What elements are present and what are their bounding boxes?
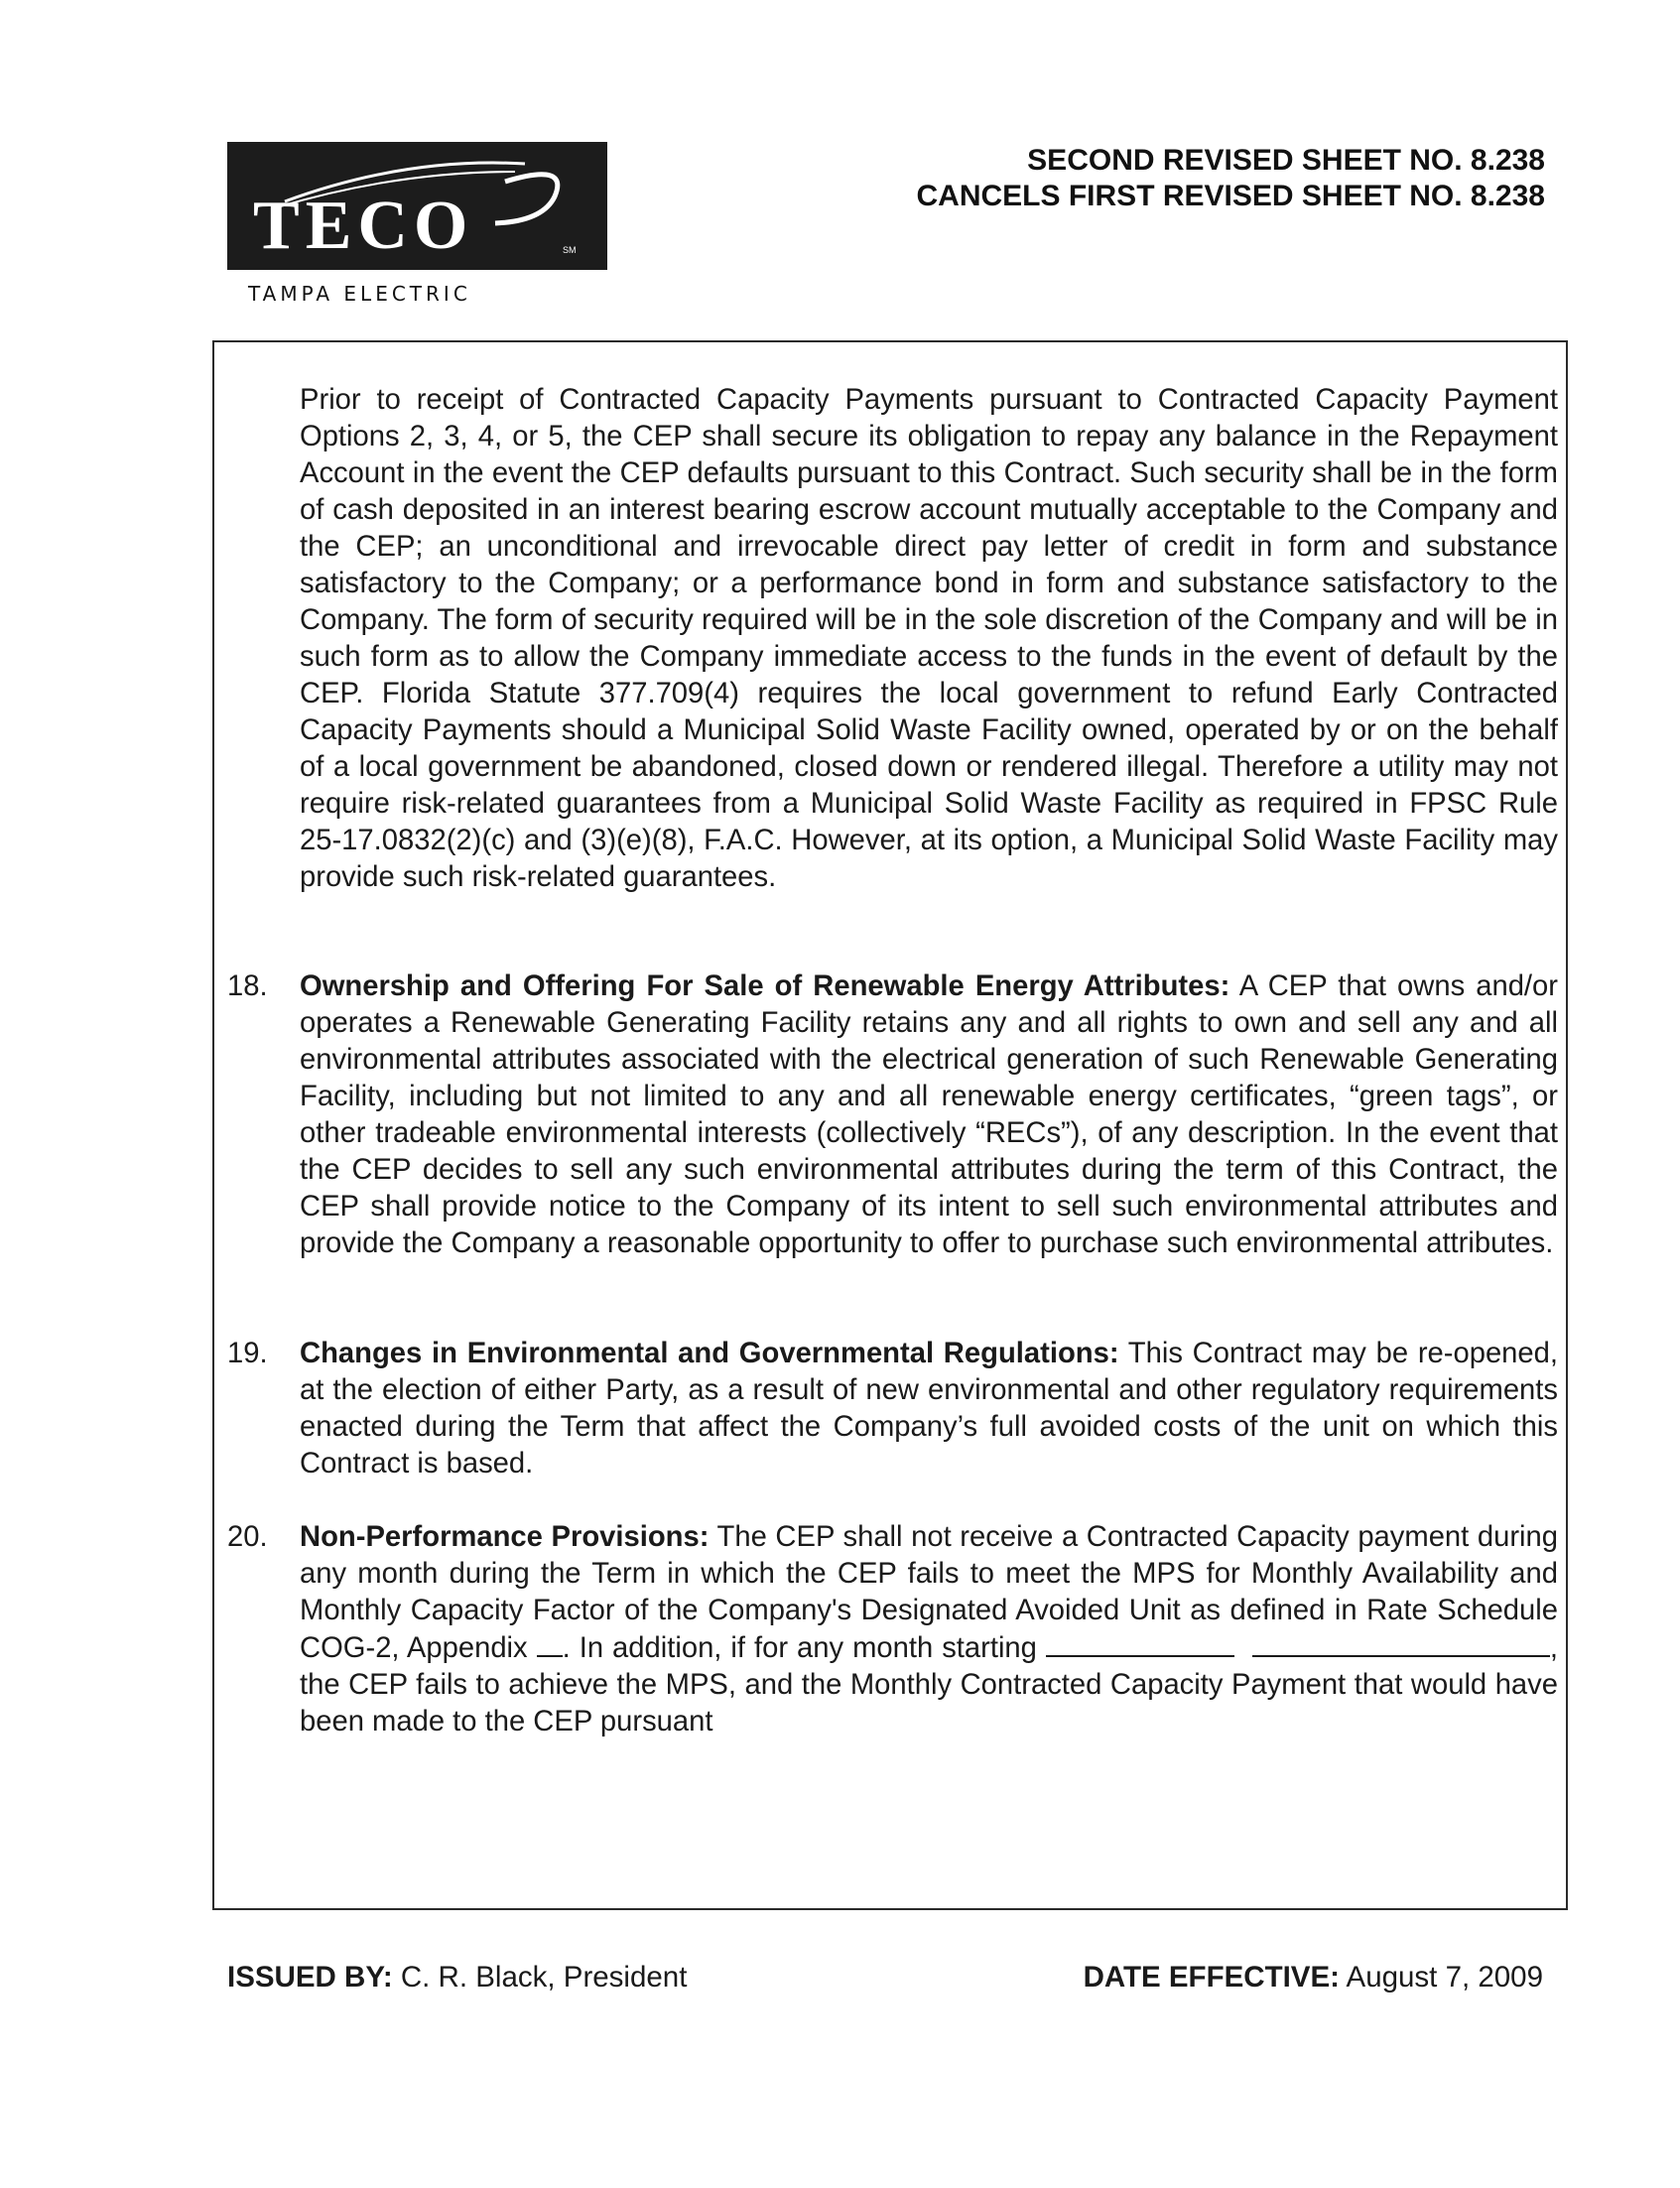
year-blank [1252, 1629, 1550, 1657]
issued-by-label: ISSUED BY: [227, 1961, 393, 1994]
item-number: 20. [227, 1521, 268, 1553]
item-number: 18. [227, 970, 268, 1002]
item-body [300, 1519, 1558, 1740]
logo-service-mark: SM [563, 245, 577, 255]
item-text: This Contract may be re-opened, at the election of either Party, as a result of new environmental and other regulatory requirements enacted during the Term that affect the Company’s full avoided costs of the unit on which this Contract is based. [300, 1338, 1558, 1480]
appendix-blank [537, 1629, 563, 1657]
item-18 [227, 968, 1558, 1262]
item-text: The CEP shall not receive a Contracted Capacity payment during any month during the Term in which the CEP fails to meet the MPS for Monthly Availability and Monthly Capacity Factor of the Company's Designated Avoided Unit as defined in Rate Schedule COG-2, Appendix [300, 1521, 1558, 1664]
issued-by [227, 1961, 687, 1995]
sheet-header [917, 143, 1545, 214]
item-body [300, 968, 1558, 1262]
date-effective-value: August 7, 2009 [1339, 1961, 1543, 1994]
logo-wordmark: TECO [253, 188, 474, 264]
company-logo [227, 142, 607, 270]
item-20 [227, 1519, 1558, 1740]
item-text: . In addition, if for any month starting [562, 1632, 1046, 1664]
issued-by-value: C. R. Black, President [392, 1961, 688, 1994]
item-text: A CEP that owns and/or operates a Renewable Generating Facility retains any and all rights to own and sell any and all environmental attributes associated with the electrical generation of such Renewable Generating Facility, including but not limited to any and all renewable energy certificates, “green tags”, or other tradeable environmental interests (collectively “RECs”), of any description. In the event that the CEP decides to sell any such environmental attributes during the term of this Contract, the CEP shall provide notice to the Company of its intent to sell such environmental attributes and provide the Company a reasonable opportunity to offer to purchase such environmental attributes. [300, 970, 1558, 1259]
item-text: , the CEP fails to achieve the MPS, and the Monthly Contracted Capacity Payment that would have been made to the CEP pursuant [300, 1632, 1558, 1738]
logo-subtitle: TAMPA ELECTRIC [248, 282, 471, 306]
sheet-cancels: CANCELS FIRST REVISED SHEET NO. 8.238 [916, 180, 1545, 212]
item-19 [227, 1336, 1558, 1482]
month-blank [1046, 1629, 1234, 1657]
item-number: 19. [227, 1338, 268, 1369]
item-heading: Non-Performance Provisions: [300, 1521, 710, 1553]
item-body [300, 1336, 1558, 1482]
date-effective-label: DATE EFFECTIVE: [1083, 1961, 1340, 1994]
item-heading: Ownership and Offering For Sale of Renewable Energy Attributes: [300, 970, 1230, 1002]
sheet-number: SECOND REVISED SHEET NO. 8.238 [1027, 144, 1545, 177]
item-heading: Changes in Environmental and Governmental Regulations: [300, 1338, 1119, 1369]
intro-paragraph: Prior to receipt of Contracted Capacity Payments pursuant to Contracted Capacity Payment Options 2, 3, 4, or 5, the CEP shall secure its obligation to repay any balance in the Repayment Account in the event the CEP defaults pursuant to this Contract. Such security shall be in the form of cash deposited in an interest bearing escrow account mutually acceptable to the Company and the CEP; an unconditional and irrevocable direct pay letter of credit in form and substance satisfactory to the Company; or a performance bond in form and substance satisfactory to the Company. The form of security required will be in the sole discretion of the Company and will be in such form as to allow the Company immediate access to the funds in the event of default by the CEP. Florida Statute 377.709(4) requires the local government to refund Early Contracted Capacity Payments should a Municipal Solid Waste Facility owned, operated by or on the behalf of a local government be abandoned, closed down or rendered illegal. Therefore a utility may not require risk-related guarantees from a Municipal Solid Waste Facility as required in FPSC Rule 25-17.0832(2)(c) and (3)(e)(8), F.A.C. However, at its option, a Municipal Solid Waste Facility may provide such risk-related guarantees. [300, 384, 1558, 893]
date-effective [1084, 1961, 1543, 1995]
